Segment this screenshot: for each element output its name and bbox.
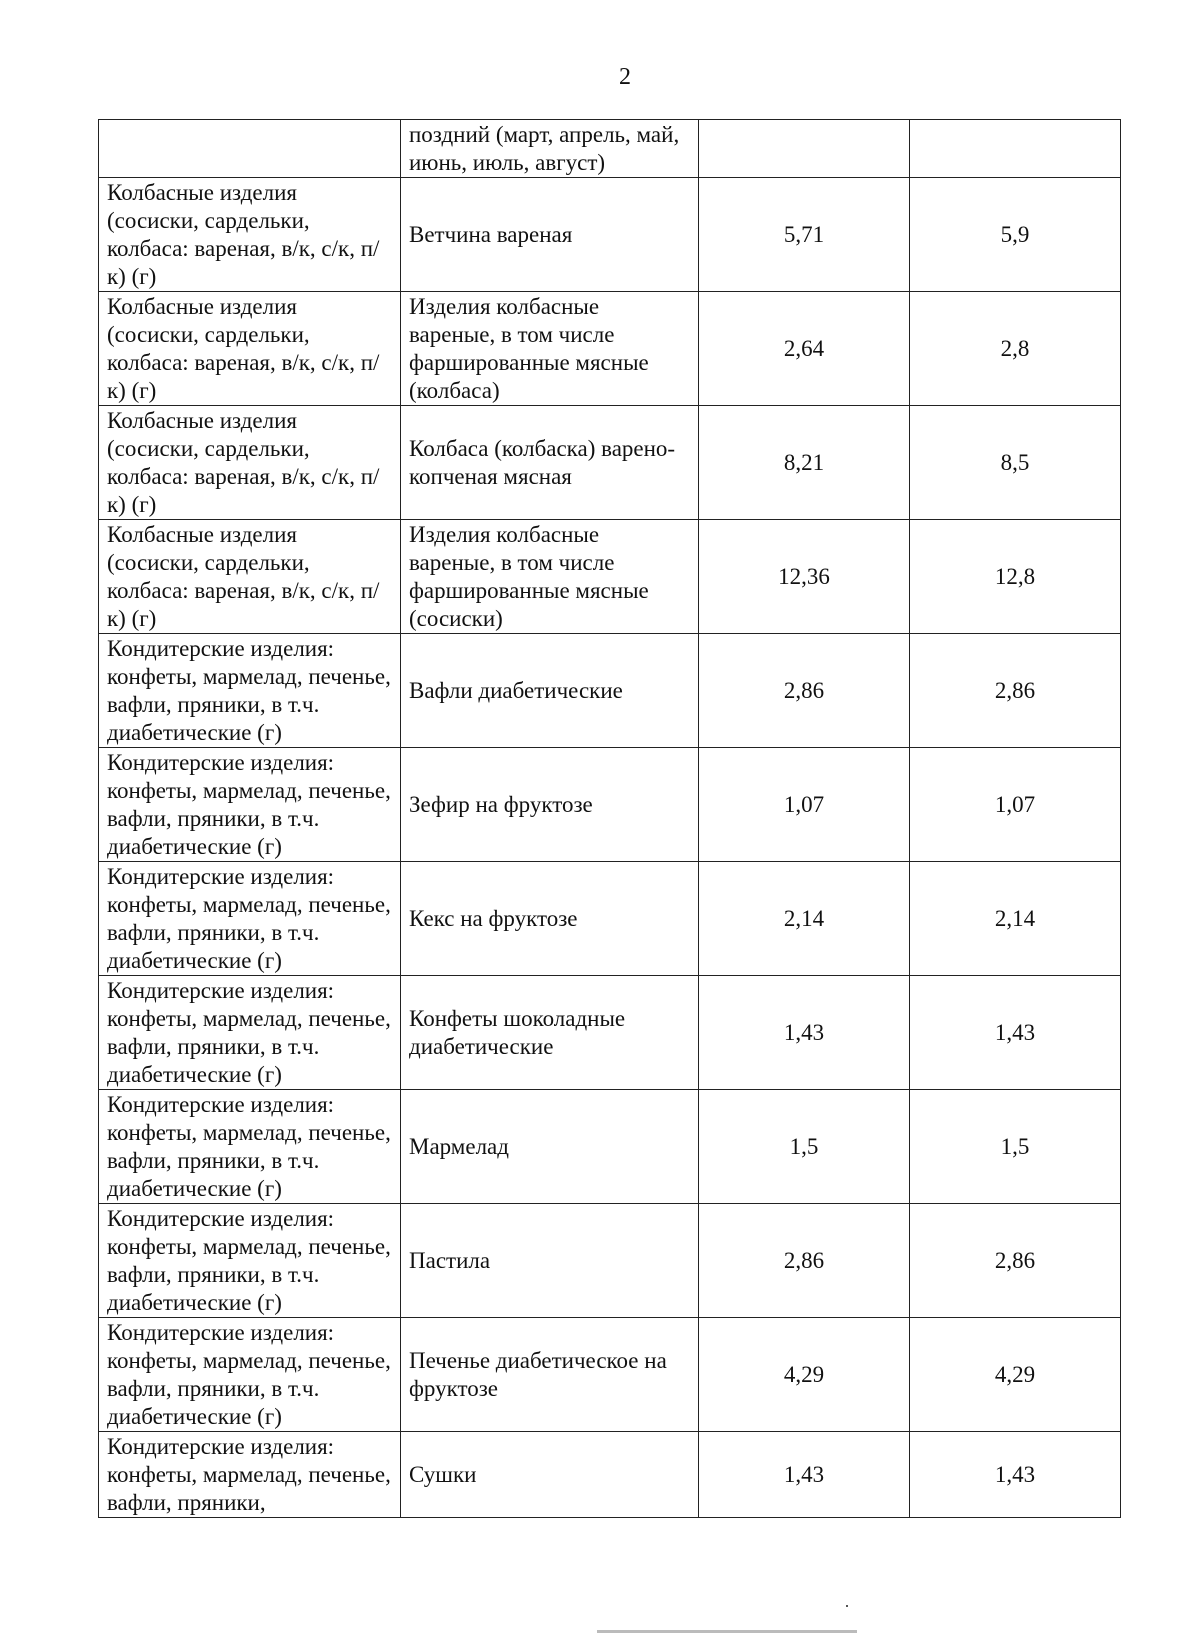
category-cell [99,120,401,178]
category-cell: Кондитерские изделия: конфеты, мармелад, печенье, вафли, пряники, в т.ч. диабетические (г) [99,1204,401,1318]
table-row [99,1432,1121,1518]
product-cell: поздний (март, апрель, май, июнь, июль, август) [401,120,699,178]
value1-cell: 8,21 [699,406,910,520]
value2-cell: 2,14 [910,862,1121,976]
value1-cell: 1,43 [699,1432,910,1518]
page-number: 2 [619,64,631,90]
value2-cell: 2,86 [910,634,1121,748]
value2-cell: 12,8 [910,520,1121,634]
category-cell: Кондитерские изделия: конфеты, мармелад, печенье, вафли, пряники, в т.ч. диабетические (г) [99,1090,401,1204]
product-cell: Зефир на фруктозе [401,748,699,862]
product-cell: Ветчина вареная [401,178,699,292]
value2-cell: 1,07 [910,748,1121,862]
category-cell: Колбасные изделия (сосиски, сардельки, колбаса: вареная, в/к, с/к, п/к) (г) [99,178,401,292]
value1-cell: 5,71 [699,178,910,292]
value2-cell: 8,5 [910,406,1121,520]
category-cell: Кондитерские изделия: конфеты, мармелад, печенье, вафли, пряники, в т.ч. диабетические (г) [99,1318,401,1432]
value2-cell: 2,86 [910,1204,1121,1318]
product-cell: Печенье диабетическое на фруктозе [401,1318,699,1432]
scan-artifact [597,1630,857,1633]
category-cell: Кондитерские изделия: конфеты, мармелад, печенье, вафли, пряники, в т.ч. диабетические (г) [99,634,401,748]
category-cell: Колбасные изделия (сосиски, сардельки, колбаса: вареная, в/к, с/к, п/к) (г) [99,520,401,634]
table-row [99,406,1121,520]
value1-cell [699,120,910,178]
value1-cell: 1,43 [699,976,910,1090]
product-cell: Сушки [401,1432,699,1518]
product-cell: Конфеты шоколадные диабетические [401,976,699,1090]
table-row [99,976,1121,1090]
table-row [99,178,1121,292]
value2-cell: 5,9 [910,178,1121,292]
value1-cell: 4,29 [699,1318,910,1432]
value1-cell: 2,14 [699,862,910,976]
table-row [99,1318,1121,1432]
product-cell: Изделия колбасные вареные, в том числе фаршированные мясные (сосиски) [401,520,699,634]
table-row [99,120,1121,178]
value2-cell: 1,43 [910,1432,1121,1518]
value1-cell: 2,64 [699,292,910,406]
category-cell: Колбасные изделия (сосиски, сардельки, колбаса: вареная, в/к, с/к, п/к) (г) [99,406,401,520]
product-cell: Изделия колбасные вареные, в том числе фаршированные мясные (колбаса) [401,292,699,406]
table-row [99,1090,1121,1204]
product-cell: Кекс на фруктозе [401,862,699,976]
value2-cell: 1,5 [910,1090,1121,1204]
value1-cell: 2,86 [699,1204,910,1318]
value1-cell: 12,36 [699,520,910,634]
category-cell: Кондитерские изделия: конфеты, мармелад, печенье, вафли, пряники, [99,1432,401,1518]
table-row [99,292,1121,406]
category-cell: Кондитерские изделия: конфеты, мармелад, печенье, вафли, пряники, в т.ч. диабетические (г) [99,748,401,862]
table-row [99,862,1121,976]
food-norms-table [98,119,1121,1518]
value1-cell: 2,86 [699,634,910,748]
product-cell: Колбаса (колбаска) варено-копченая мясная [401,406,699,520]
table-row [99,520,1121,634]
product-cell: Вафли диабетические [401,634,699,748]
category-cell: Кондитерские изделия: конфеты, мармелад, печенье, вафли, пряники, в т.ч. диабетические (г) [99,976,401,1090]
value2-cell: 1,43 [910,976,1121,1090]
table-row [99,1204,1121,1318]
category-cell: Колбасные изделия (сосиски, сардельки, колбаса: вареная, в/к, с/к, п/к) (г) [99,292,401,406]
product-cell: Мармелад [401,1090,699,1204]
scan-speck [846,1605,848,1607]
value1-cell: 1,07 [699,748,910,862]
value1-cell: 1,5 [699,1090,910,1204]
table-row [99,748,1121,862]
table-row [99,634,1121,748]
product-cell: Пастила [401,1204,699,1318]
value2-cell: 4,29 [910,1318,1121,1432]
value2-cell: 2,8 [910,292,1121,406]
value2-cell [910,120,1121,178]
category-cell: Кондитерские изделия: конфеты, мармелад, печенье, вафли, пряники, в т.ч. диабетические (г) [99,862,401,976]
